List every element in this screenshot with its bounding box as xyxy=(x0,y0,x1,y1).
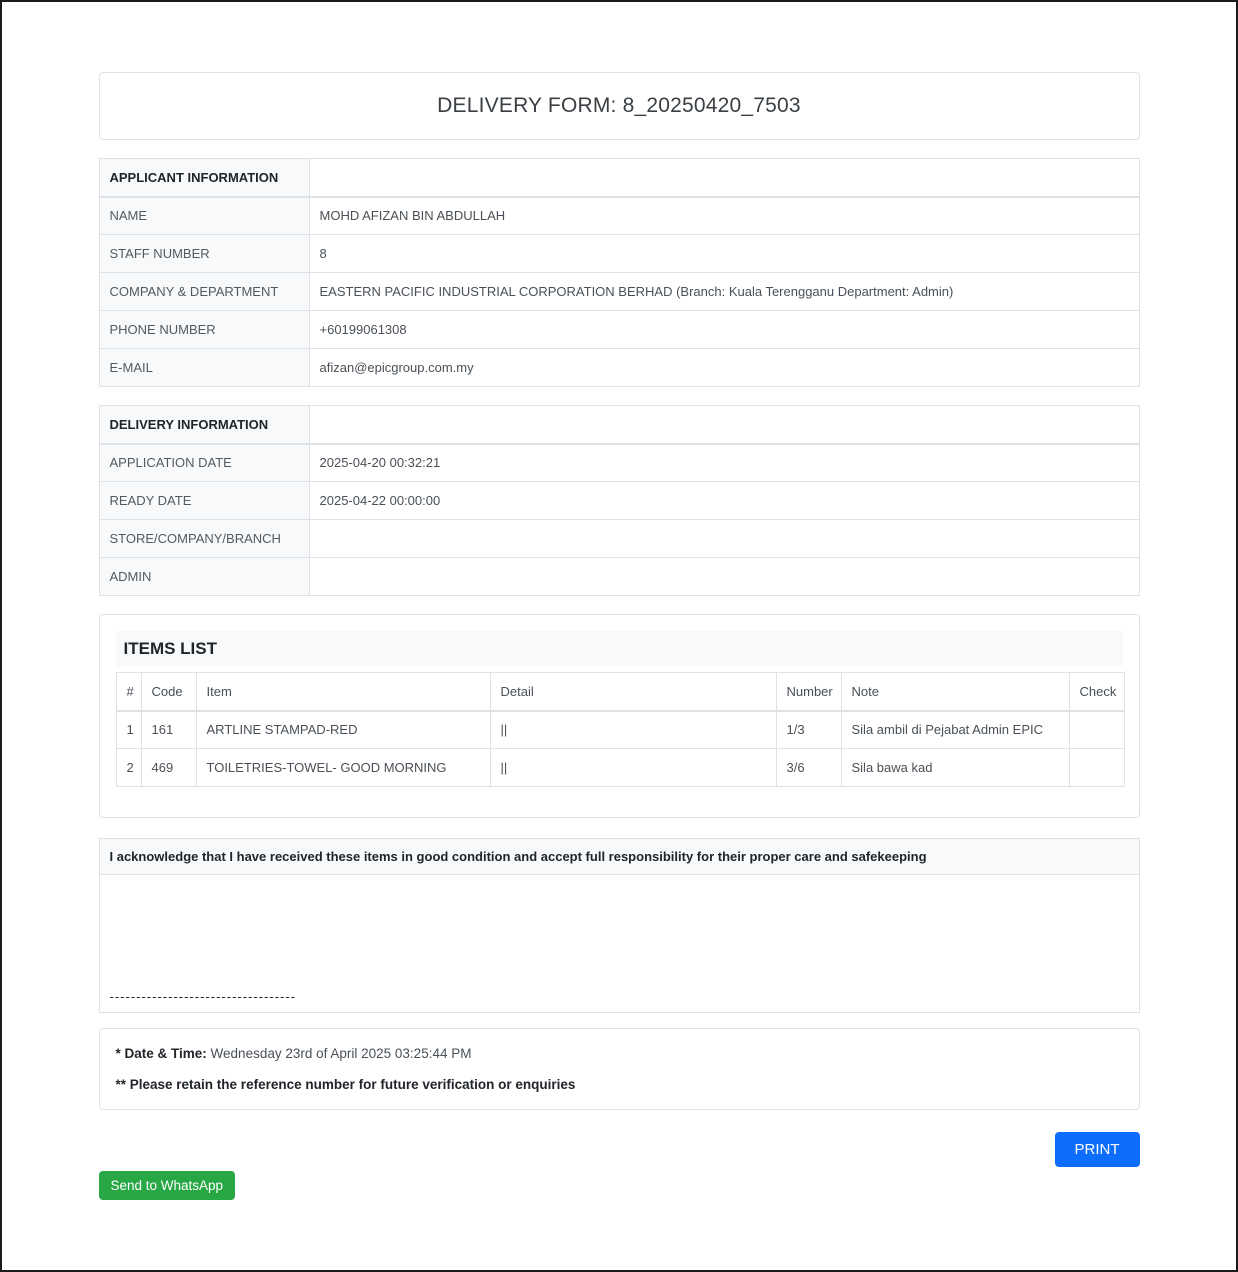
item-detail: || xyxy=(490,711,776,749)
retain-note xyxy=(116,1077,1123,1092)
field-value: +60199061308 xyxy=(309,311,1139,349)
item-check xyxy=(1069,711,1124,749)
field-value: MOHD AFIZAN BIN ABDULLAH xyxy=(309,197,1139,235)
item-name: TOILETRIES-TOWEL- GOOD MORNING xyxy=(196,749,490,787)
item-check xyxy=(1069,749,1124,787)
column-header-check: Check xyxy=(1069,673,1124,711)
table-row xyxy=(99,444,1139,482)
datetime-label: * Date & Time: xyxy=(115,1046,207,1061)
delivery-info-table xyxy=(99,405,1140,596)
items-header-row xyxy=(116,673,1124,711)
footer-notes-card xyxy=(99,1028,1140,1110)
item-number: 3/6 xyxy=(776,749,841,787)
field-value: 8 xyxy=(309,235,1139,273)
column-header-detail: Detail xyxy=(490,673,776,711)
field-label: NAME xyxy=(99,197,309,235)
print-button-row xyxy=(99,1132,1140,1167)
field-label: E-MAIL xyxy=(99,349,309,387)
field-value xyxy=(309,558,1139,596)
acknowledgment-statement: I acknowledge that I have received these items in good condition and accept full responsibility for their proper care and safekeeping xyxy=(100,839,1139,875)
table-row xyxy=(99,406,1139,444)
column-header-number: Number xyxy=(776,673,841,711)
item-name: ARTLINE STAMPAD-RED xyxy=(196,711,490,749)
table-row xyxy=(99,197,1139,235)
retain-note-text: ** Please retain the reference number for future verification or enquiries xyxy=(115,1077,576,1092)
column-header-item: Item xyxy=(196,673,490,711)
items-list-card xyxy=(99,614,1140,818)
items-table xyxy=(116,672,1125,787)
table-row xyxy=(99,235,1139,273)
field-value: EASTERN PACIFIC INDUSTRIAL CORPORATION BERHAD (Branch: Kuala Terengganu Department: Admin) xyxy=(309,273,1139,311)
field-value: 2025-04-22 00:00:00 xyxy=(309,482,1139,520)
delivery-info-header: DELIVERY INFORMATION xyxy=(99,406,309,444)
table-row xyxy=(99,520,1139,558)
items-list-title: ITEMS LIST xyxy=(116,631,1123,666)
item-number: 1/3 xyxy=(776,711,841,749)
signature-area xyxy=(100,875,1139,1012)
table-row xyxy=(116,749,1124,787)
table-row xyxy=(99,311,1139,349)
send-to-whatsapp-button[interactable]: Send to WhatsApp xyxy=(99,1171,236,1200)
applicant-info-header: APPLICANT INFORMATION xyxy=(99,159,309,197)
acknowledgment-card xyxy=(99,838,1140,1013)
item-detail: || xyxy=(490,749,776,787)
field-label: COMPANY & DEPARTMENT xyxy=(99,273,309,311)
delivery-info-header-spacer xyxy=(309,406,1139,444)
column-header-code: Code xyxy=(141,673,196,711)
whatsapp-button-row xyxy=(99,1171,1140,1200)
table-row xyxy=(99,349,1139,387)
applicant-info-header-spacer xyxy=(309,159,1139,197)
field-label: PHONE NUMBER xyxy=(99,311,309,349)
table-row xyxy=(116,711,1124,749)
field-label: STORE/COMPANY/BRANCH xyxy=(99,520,309,558)
datetime-value: Wednesday 23rd of April 2025 03:25:44 PM xyxy=(210,1046,472,1061)
field-label: APPLICATION DATE xyxy=(99,444,309,482)
form-content xyxy=(99,72,1140,1200)
signature-line: ----------------------------------- xyxy=(109,989,297,1004)
field-label: STAFF NUMBER xyxy=(99,235,309,273)
field-value: afizan@epicgroup.com.my xyxy=(309,349,1139,387)
field-value: 2025-04-20 00:32:21 xyxy=(309,444,1139,482)
item-code: 161 xyxy=(141,711,196,749)
column-header-num: # xyxy=(116,673,141,711)
field-label: ADMIN xyxy=(99,558,309,596)
item-num: 1 xyxy=(116,711,141,749)
item-note: Sila bawa kad xyxy=(841,749,1069,787)
table-row xyxy=(99,558,1139,596)
table-row xyxy=(99,273,1139,311)
item-num: 2 xyxy=(116,749,141,787)
column-header-note: Note xyxy=(841,673,1069,711)
applicant-info-table xyxy=(99,158,1140,387)
datetime-note xyxy=(116,1046,1123,1061)
field-value xyxy=(309,520,1139,558)
page-title: DELIVERY FORM: 8_20250420_7503 xyxy=(437,94,801,117)
item-code: 469 xyxy=(141,749,196,787)
form-title-card xyxy=(99,72,1140,140)
item-note: Sila ambil di Pejabat Admin EPIC xyxy=(841,711,1069,749)
print-button[interactable]: PRINT xyxy=(1055,1132,1140,1167)
table-row xyxy=(99,482,1139,520)
field-label: READY DATE xyxy=(99,482,309,520)
table-row xyxy=(99,159,1139,197)
